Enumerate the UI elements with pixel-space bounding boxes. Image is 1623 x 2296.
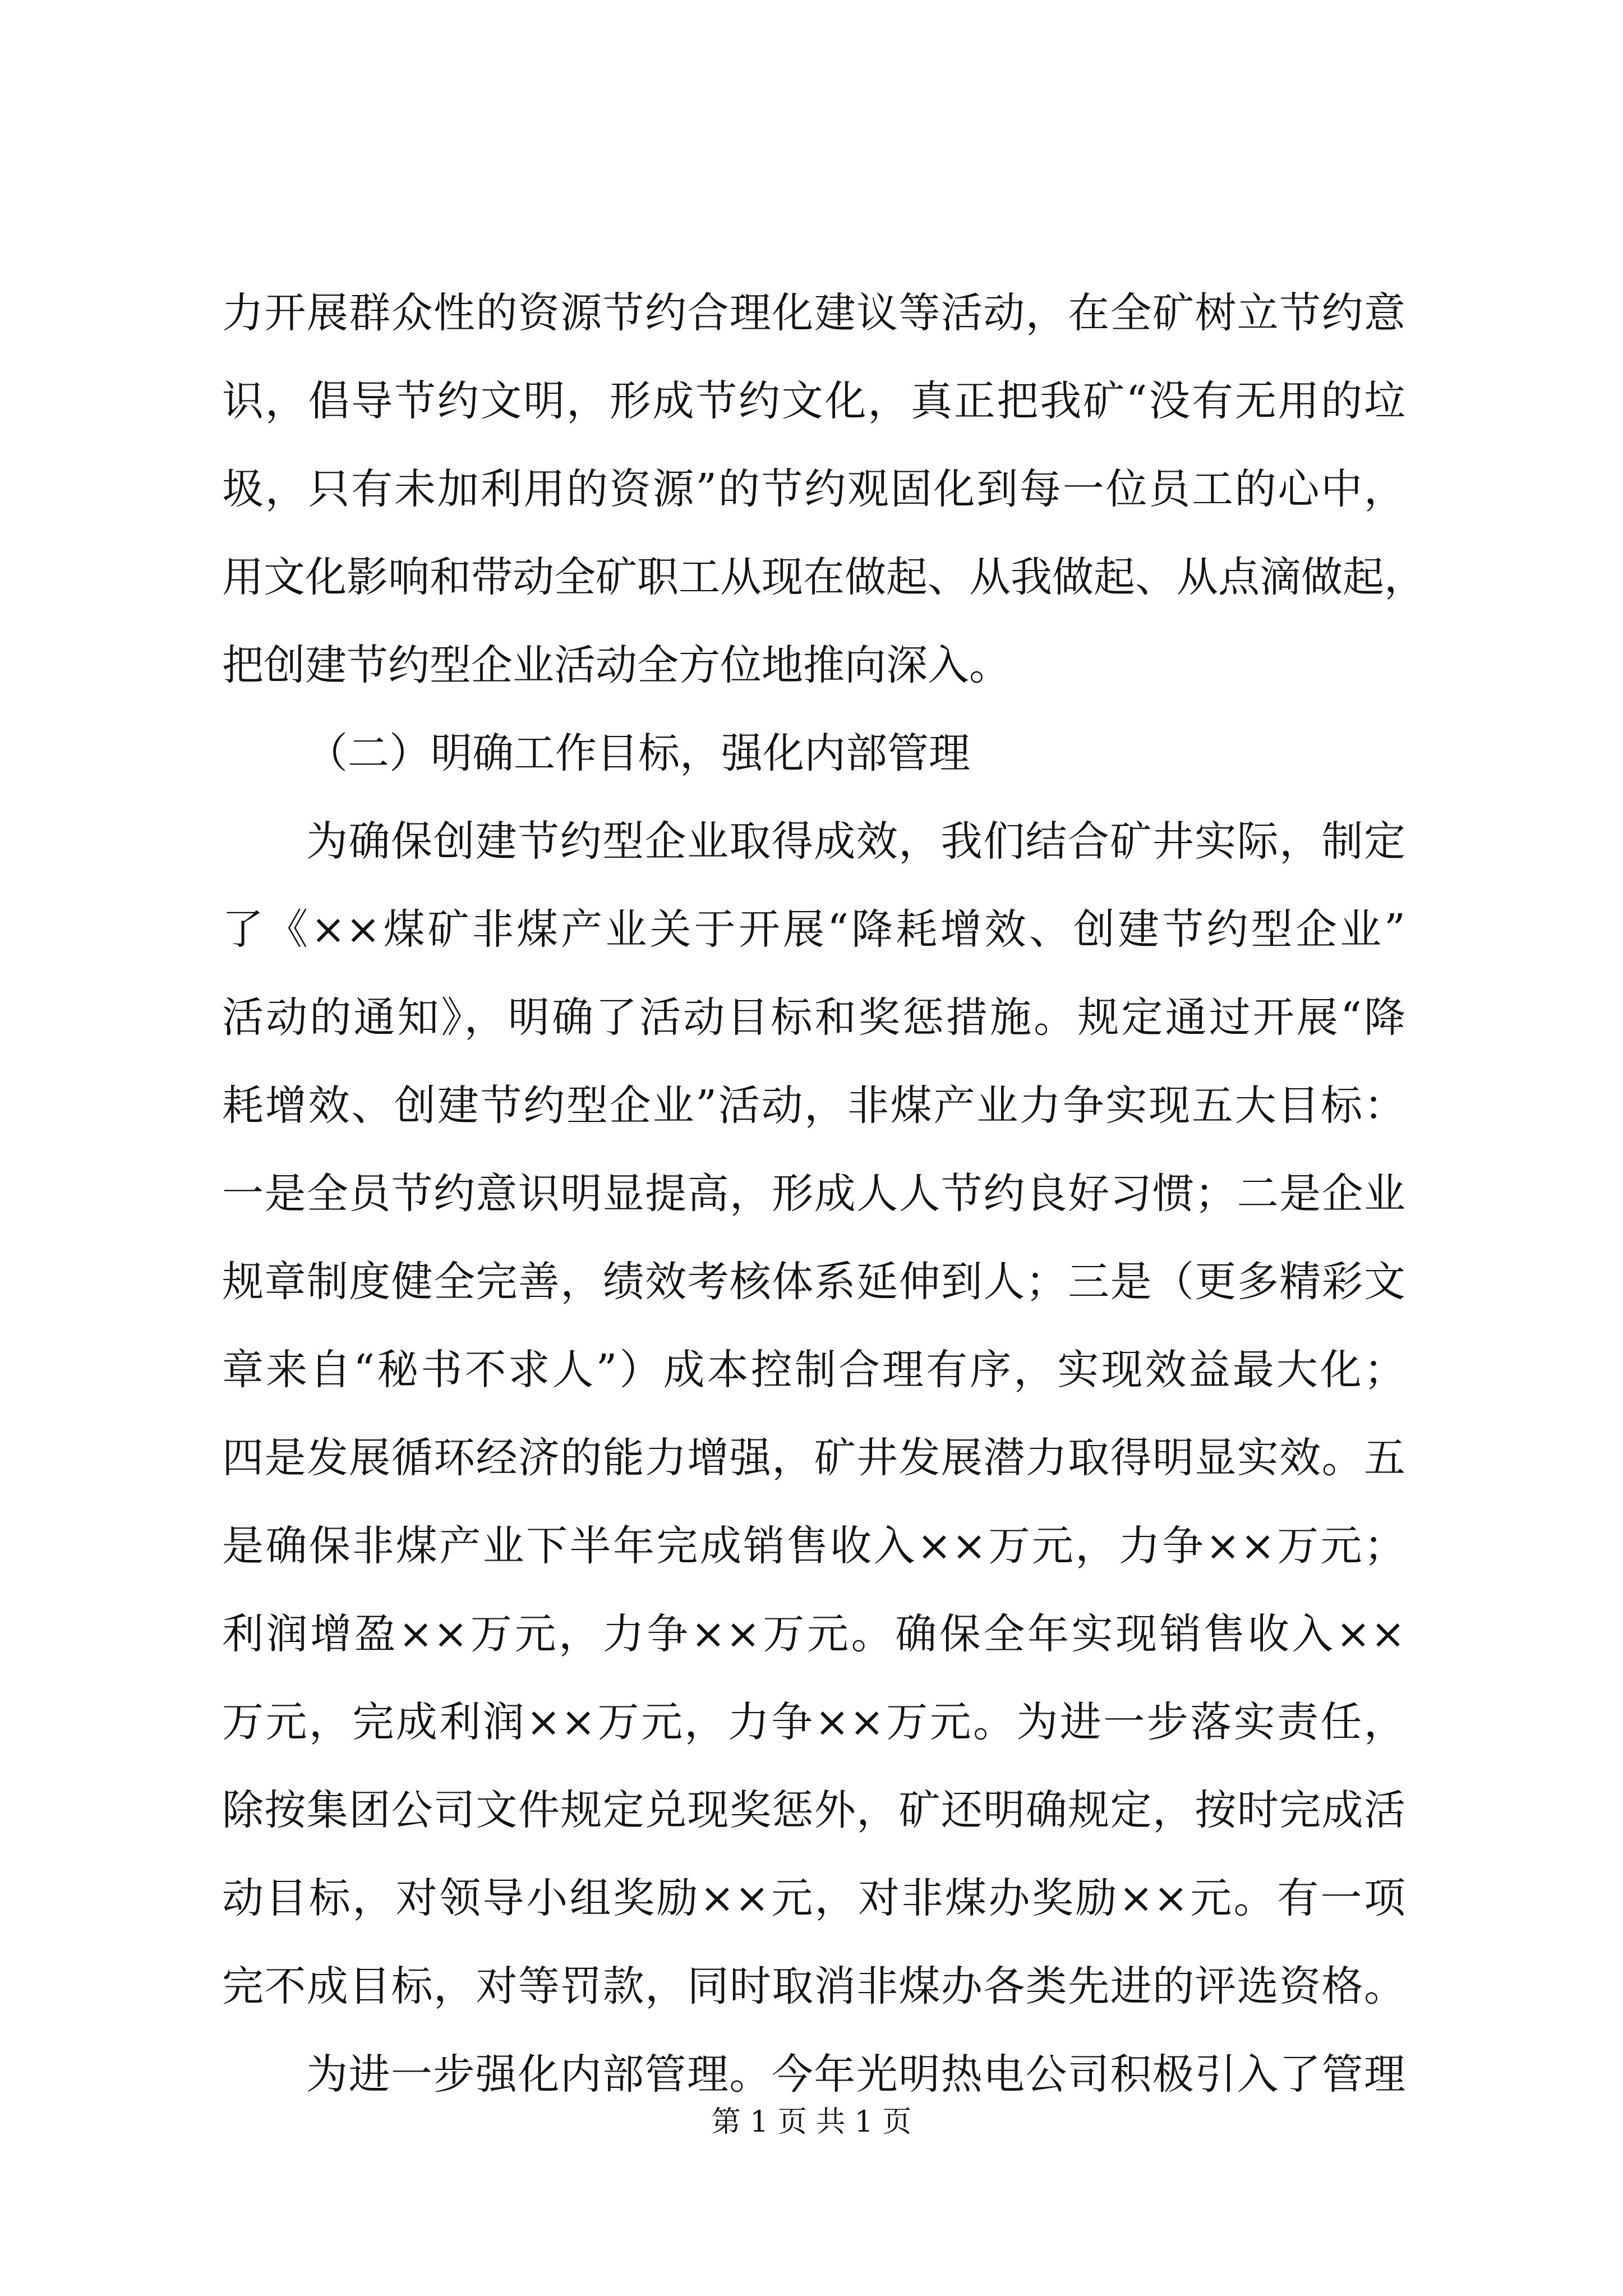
page-number-footer: 第 1 页 共 1 页: [711, 2105, 912, 2139]
text-line-17: 万元，完成利润××万元，力争××万元。为进一步落实责任，: [222, 1698, 1405, 1746]
text-line-8: 了《××煤矿非煤产业关于开展“降耗增效、创建节约型企业”: [222, 905, 1405, 954]
text-line-12: 规章制度健全完善，绩效考核体系延伸到人；三是（更多精彩文: [222, 1258, 1405, 1306]
text-line-9: 活动的通知》，明确了活动目标和奖惩措施。规定通过开展“降: [222, 993, 1405, 1042]
text-line-13: 章来自“秘书不求人”）成本控制合理有序，实现效益最大化；: [222, 1346, 1405, 1394]
text-line-4: 用文化影响和带动全矿职工从现在做起、从我做起、从点滴做起，: [222, 553, 1426, 601]
text-line-11: 一是全员节约意识明显提高，形成人人节约良好习惯；二是企业: [222, 1170, 1405, 1218]
text-line-10: 耗增效、创建节约型企业”活动，非煤产业力争实现五大目标：: [222, 1082, 1405, 1130]
text-line-14: 四是发展循环经济的能力增强，矿井发展潜力取得明显实效。五: [222, 1434, 1405, 1482]
text-line-3: 圾，只有未加利用的资源”的节约观固化到每一位员工的心中，: [222, 465, 1405, 513]
section-heading: （二）明确工作目标，强化内部管理: [306, 729, 970, 777]
text-line-20: 完不成目标，对等罚款，同时取消非煤办各类先进的评选资格。: [222, 1962, 1405, 2010]
text-line-18: 除按集团公司文件规定兑现奖惩外，矿还明确规定，按时完成活: [222, 1786, 1405, 1834]
text-line-2: 识，倡导节约文明，形成节约文化，真正把我矿“没有无用的垃: [222, 377, 1405, 425]
document-body: [222, 269, 1426, 2119]
text-line-15: 是确保非煤产业下半年完成销售收入××万元，力争××万元；: [222, 1522, 1405, 1570]
text-line-1: 力开展群众性的资源节约合理化建议等活动，在全矿树立节约意: [222, 289, 1405, 337]
text-line-16: 利润增盈××万元，力争××万元。确保全年实现销售收入××: [222, 1610, 1405, 1658]
text-line-5: 把创建节约型企业活动全方位地推向深入。: [222, 641, 1011, 689]
text-line-19: 动目标，对领导小组奖励××元，对非煤办奖励××元。有一项: [222, 1874, 1405, 1922]
text-line-21: 为进一步强化内部管理。今年光明热电公司积极引入了管理: [306, 2050, 1405, 2099]
text-line-7: 为确保创建节约型企业取得成效，我们结合矿井实际，制定: [306, 817, 1405, 866]
